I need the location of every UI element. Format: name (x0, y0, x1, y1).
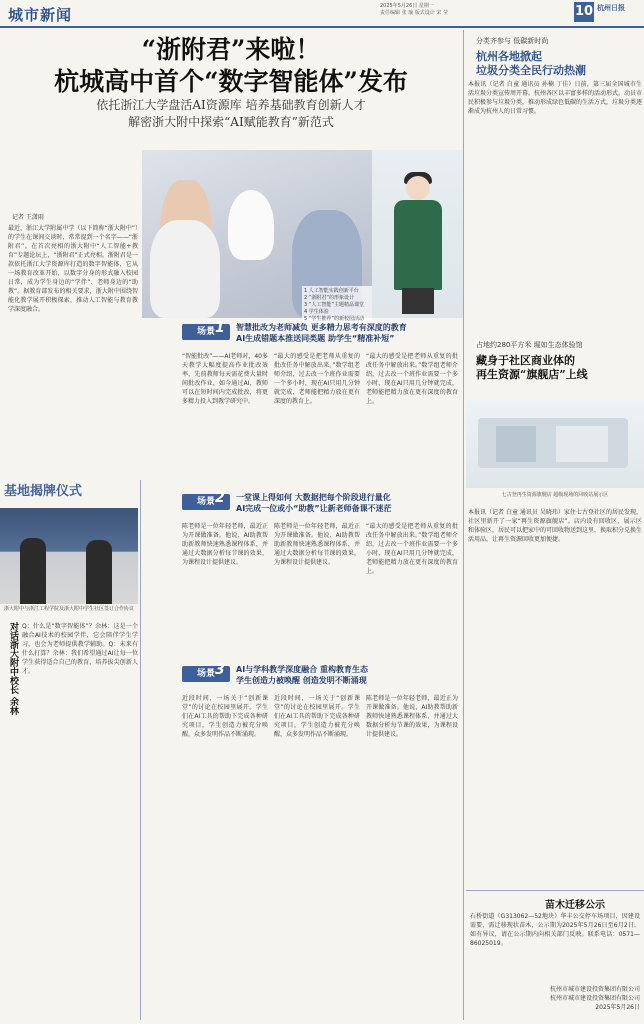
scene-title-2: AI完成一位或小“助教”让新老师备课不迷茫 (236, 504, 392, 513)
notice-title: 苗木迁移公示 (545, 900, 605, 911)
scene-1-header (182, 322, 462, 344)
scene-number: 2 (215, 490, 225, 506)
scene-title-1: AI与学科教学深度融合 重构教育生态 (236, 665, 368, 674)
scene-2-header (182, 492, 462, 514)
body-text-2b: “最大的感受是把老师从重复的批改任务中解放出来。”数学组老师介绍，过去改一个班作业需要一个多小时，现在AI只用几分钟就完成，老师能把精力放在更有深度的教育上。 (366, 353, 458, 405)
scene-title-2: 学生创造力被唤醒 创造发明不断涌现 (236, 676, 367, 685)
header-date: 2025年5月26日 星期一 (380, 3, 434, 9)
caption-item: 2 “浙附君”的形象设计 (304, 295, 354, 301)
digital-avatar-illustration (372, 150, 464, 318)
body-text-2: “最大的感受是把老师从重复的批改任务中解放出来。”数学组老师介绍，过去改一个班作业需要一个多小时，现在AI只用几分钟就完成，老师能把精力放在更有深度的教育上。 (274, 353, 360, 405)
byline: 记者 王潇雨 (12, 214, 44, 221)
page-number: 10 (574, 2, 594, 22)
notice-footer (550, 984, 640, 1011)
right-mid-kicker: 占地约280平方米 堀如生态体验馆 (476, 341, 583, 349)
scene-tag: 场景 (182, 494, 230, 510)
scene-number: 3 (215, 662, 225, 678)
meeting-photo-banner: 基地揭牌仪式 (4, 484, 83, 499)
section-name: 城市新闻 (8, 6, 73, 24)
body-text-3b: 陈老师是一位年轻老师，最近正为开课做准备。他说，AI助教帮助新教师快速熟悉课程体系，并通过大数据分析每节课的效果，为课程设计提供建议。 (274, 523, 360, 566)
scene-number: 1 (215, 320, 225, 336)
caption-item: 4 学生体验 (304, 309, 329, 315)
notice-text: 石桥街道（G313062—52地块）华丰公交停车场项目，因建设需要，需迁移现状苗木，公示期为2025年5月26日至6月2日。如有异议，请在公示期内向相关部门反映。联系电话：0571—86025019。 (470, 913, 640, 947)
scene-tag: 场景 (182, 666, 230, 682)
body-text-1: “智能批改”——AI老师对，40多天教学大幅度提高作业批改效率，先前教师每天需花费大量时间批改作业，如今通过AI，教师可以在短时间内完成批改，将更多精力投入到教学研究中。 (182, 353, 268, 405)
scene-title-1: 智慧批改为老师减负 更多精力思考有深度的教育 (236, 323, 407, 332)
right-top-text: 本报讯（记者 白童 通讯员 孙楠 丁佳）日前，第三届全国城市生活垃圾分类宣传周开幕。杭州各区以丰富多样的活动形式，动员市民积极参与垃圾分类，推动形成绿色低碳的生活方式，垃圾分类逐渐成为杭州人的日常习惯。 (468, 81, 642, 115)
scene-title-2: AI生成错题本推送同类题 助学生“精准补短” (236, 334, 395, 343)
scene-title-1: 一堂课上得如何 大数据把每个阶段进行量化 (236, 493, 391, 502)
interview-title: 对话浙大附中校长 余林 (8, 622, 18, 716)
right-top-kicker: 分类齐参与 低碳新时尚 (476, 37, 549, 45)
headline-sub-1: 依托浙江大学盘活AI资源库 培养基础教育创新人才 (96, 98, 366, 112)
right-mid-text: 本报讯（记者 白童 通讯员 吴晓玮）家住七古登社区的居民发现，社区里新开了一家“再生资源旗舰店”。店内设有回收区、展示区和体验区，居民可以把家中的可回收物送到这里，换取积分兑换生活用品，让再生资源回收更加便捷。 (468, 509, 642, 543)
photo-caption-list (302, 286, 372, 325)
body-text-4c: 陈老师是一位年轻老师，最近正为开课做准备。他说，AI助教帮助新教师快速熟悉课程体系，并通过大数据分析每节课的效果，为课程设计提供建议。 (366, 695, 458, 738)
notice-issuer-1: 杭州市城市建设投资集团有限公司 (549, 986, 640, 993)
notice-divider (466, 890, 644, 891)
body-text-4b: 近段时间，一场关于“创新课堂”的讨论在校园里展开。学生们在AI工具的帮助下完成各种研究项目，学生创造力被充分唤醒，众多发明作品不断涌现。 (274, 695, 360, 738)
paper-name: 杭州日报 (597, 4, 625, 12)
caption-item: 1 人工智能实践创新平台 (304, 288, 359, 294)
interview-text: Q：什么是“数字智能体”？余林：这是一个融合AI技术的校园学伴，它会陪伴学生学习，也会为老师提供教学辅助。Q：未来有什么打算？余林：我们希望通过AI让每一位学生获得适合自己的教育，培养拔尖创新人才。 (22, 623, 138, 675)
body-text-3c: “最大的感受是把老师从重复的批改任务中解放出来。”数学组老师介绍，过去改一个班作业需要一个多小时，现在AI只用几分钟就完成，老师能把精力放在更有深度的教育上。 (366, 523, 458, 575)
notice-box (466, 912, 644, 1016)
header-editors: 责任编辑 张 瑜 版式设计 宋 莹 (380, 10, 448, 16)
intro-text: 最近，浙江大学附属中学（以下简称“浙大附中”）的学生在课间交谈时，常常提到一个名字——“浙附君”。在首次亮相的浙大附中“人工智能+教育”专题论坛上，“浙附君”正式亮相。浙附君是一款依托浙江大学资源库打造的数字智能体，它从一场教育改革开始，以数字分身的形式融入校园日常，成为学生身边的“学伴”、老师身边的“助教”。据教育部发布的相关要求，浙大附中围绕智能化教学展开积极探索，推动人工智能与教育教学深度融合。 (8, 225, 138, 313)
scene-tag: 场景 (182, 324, 230, 340)
header-meta (380, 3, 448, 17)
headline-main-1: “浙附君”来啦！ (141, 35, 321, 64)
column-divider (140, 480, 141, 1020)
notice-date: 2025年5月26日 (595, 1004, 640, 1011)
right-top-title-1: 杭州各地掀起 (476, 50, 542, 63)
right-mid-title-1: 藏身于社区商业体的 (476, 354, 575, 367)
headline-main-2: 杭城高中首个“数字智能体”发布 (54, 67, 408, 96)
caption-item: 5 “学生推荐”的新校园活动 (304, 316, 364, 322)
body-text-3: 陈老师是一位年轻老师，最近正为开课做准备。他说，AI助教帮助新教师快速熟悉课程体系，并通过大数据分析每节课的效果，为课程设计提供建议。 (182, 523, 268, 566)
page-header (0, 0, 644, 28)
column-divider (463, 30, 464, 1020)
signing-ceremony-photo (0, 508, 138, 604)
right-top-title-2: 垃圾分类全民行动热潮 (476, 64, 586, 77)
store-caption: 七古登再生资源旗舰店 超级现场的回收站展示区 (501, 492, 609, 498)
notice-issuer-2: 杭州市城市建设投资集团有限公司 (549, 995, 640, 1002)
meeting-caption: 浙大附中与浙江工程学院及浙大附中学生社区签订合作协议 (4, 606, 135, 612)
recycling-store-photo (466, 400, 644, 488)
right-mid-title-2: 再生资源“旗舰店”上线 (476, 368, 588, 381)
scene-3-header (182, 664, 462, 686)
body-text-4: 近段时间，一场关于“创新课堂”的讨论在校园里展开。学生们在AI工具的帮助下完成各种研究项目，学生创造力被充分唤醒，众多发明作品不断涌现。 (182, 695, 268, 738)
caption-item: 3 “人工智能”主题精品课堂 (304, 302, 364, 308)
headline-sub-2: 解密浙大附中探索“AI赋能教育”新范式 (128, 115, 334, 129)
